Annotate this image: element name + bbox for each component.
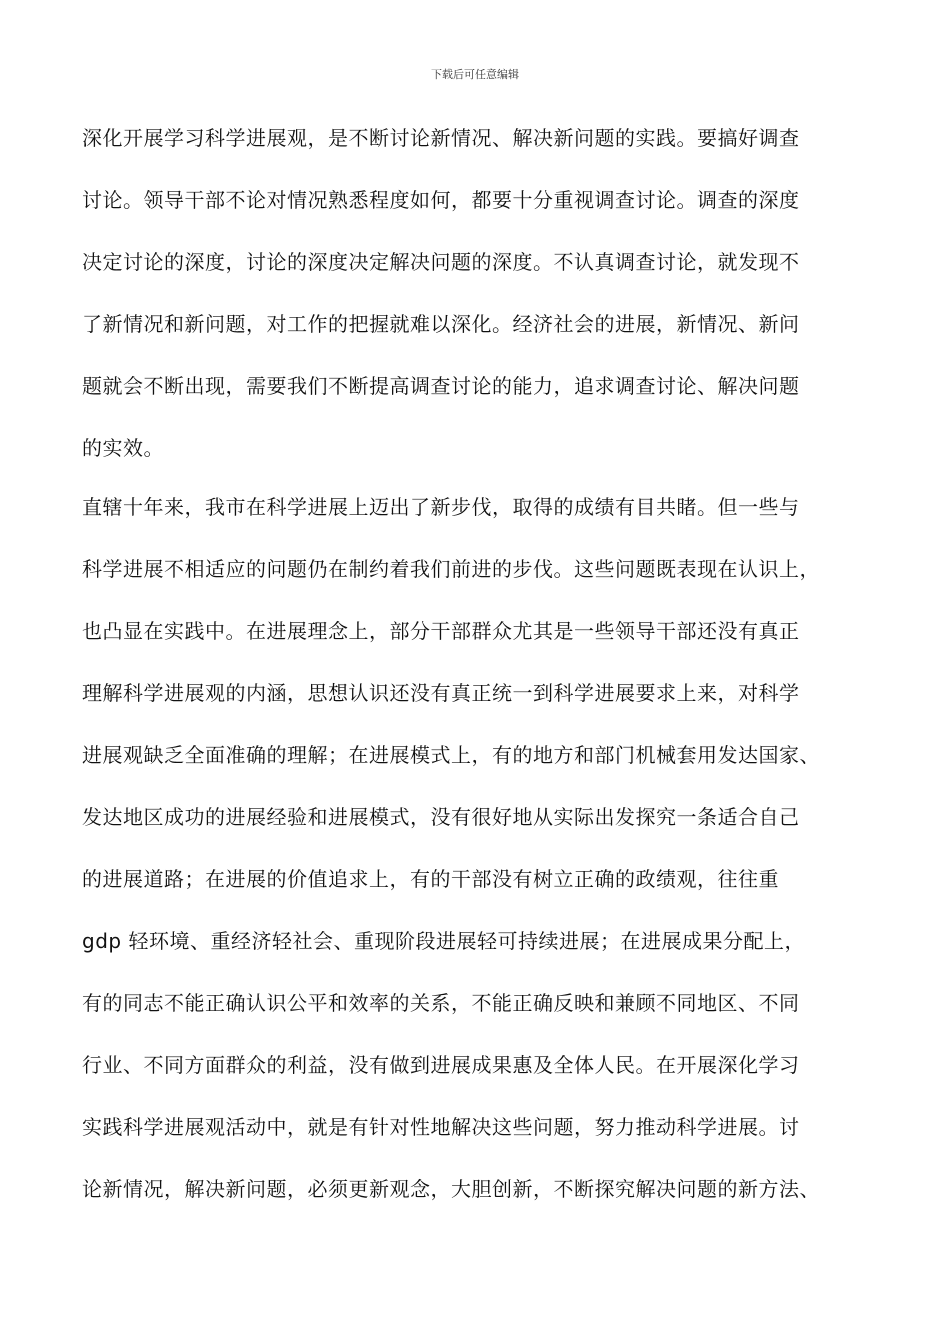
text-line: 题就会不断出现，需要我们不断提高调查讨论的能力，追求调查讨论、解决问题 (82, 374, 800, 398)
text-line: 有的同志不能正确认识公平和效率的关系，不能正确反映和兼顾不同地区、不同 (82, 991, 800, 1015)
text-line: 直辖十年来，我市在科学进展上迈出了新步伐，取得的成绩有目共睹。但一些与 (82, 495, 800, 519)
text-line: 发达地区成功的进展经验和进展模式，没有很好地从实际出发探究一条适合自己 (82, 805, 800, 829)
text-line: 深化开展学习科学进展观，是不断讨论新情况、解决新问题的实践。要搞好调查 (82, 126, 800, 150)
text-line: 了新情况和新问题，对工作的把握就难以深化。经济社会的进展，新情况、新问 (82, 312, 800, 336)
text-line: 讨论。领导干部不论对情况熟悉程度如何，都要十分重视调查讨论。调查的深度 (82, 188, 800, 212)
text-line: 科学进展不相适应的问题仍在制约着我们前进的步伐。这些问题既表现在认识上， (82, 557, 820, 581)
text-line: 论新情况，解决新问题，必须更新观念，大胆创新，不断探究解决问题的新方法、 (82, 1177, 820, 1201)
text-line: 理解科学进展观的内涵，思想认识还没有真正统一到科学进展要求上来，对科学 (82, 681, 800, 705)
text-line: 的进展道路；在进展的价值追求上，有的干部没有树立正确的政绩观，往往重 (82, 867, 779, 891)
text-line: 进展观缺乏全面准确的理解；在进展模式上，有的地方和部门机械套用发达国家、 (82, 743, 820, 767)
text-line: 决定讨论的深度，讨论的深度决定解决问题的深度。不认真调查讨论，就发现不 (82, 250, 800, 274)
text-line: 的实效。 (82, 436, 164, 460)
body-text (82, 116, 872, 1229)
text-line: gdp 轻环境、重经济轻社会、重现阶段进展轻可持续进展；在进展成果分配上， (82, 929, 805, 953)
header-note: 下载后可任意编辑 (431, 68, 519, 81)
text-line: 实践科学进展观活动中，就是有针对性地解决这些问题，努力推动科学进展。讨 (82, 1115, 800, 1139)
text-line: 行业、不同方面群众的利益，没有做到进展成果惠及全体人民。在开展深化学习 (82, 1053, 800, 1077)
text-line: 也凸显在实践中。在进展理念上，部分干部群众尤其是一些领导干部还没有真正 (82, 619, 800, 643)
